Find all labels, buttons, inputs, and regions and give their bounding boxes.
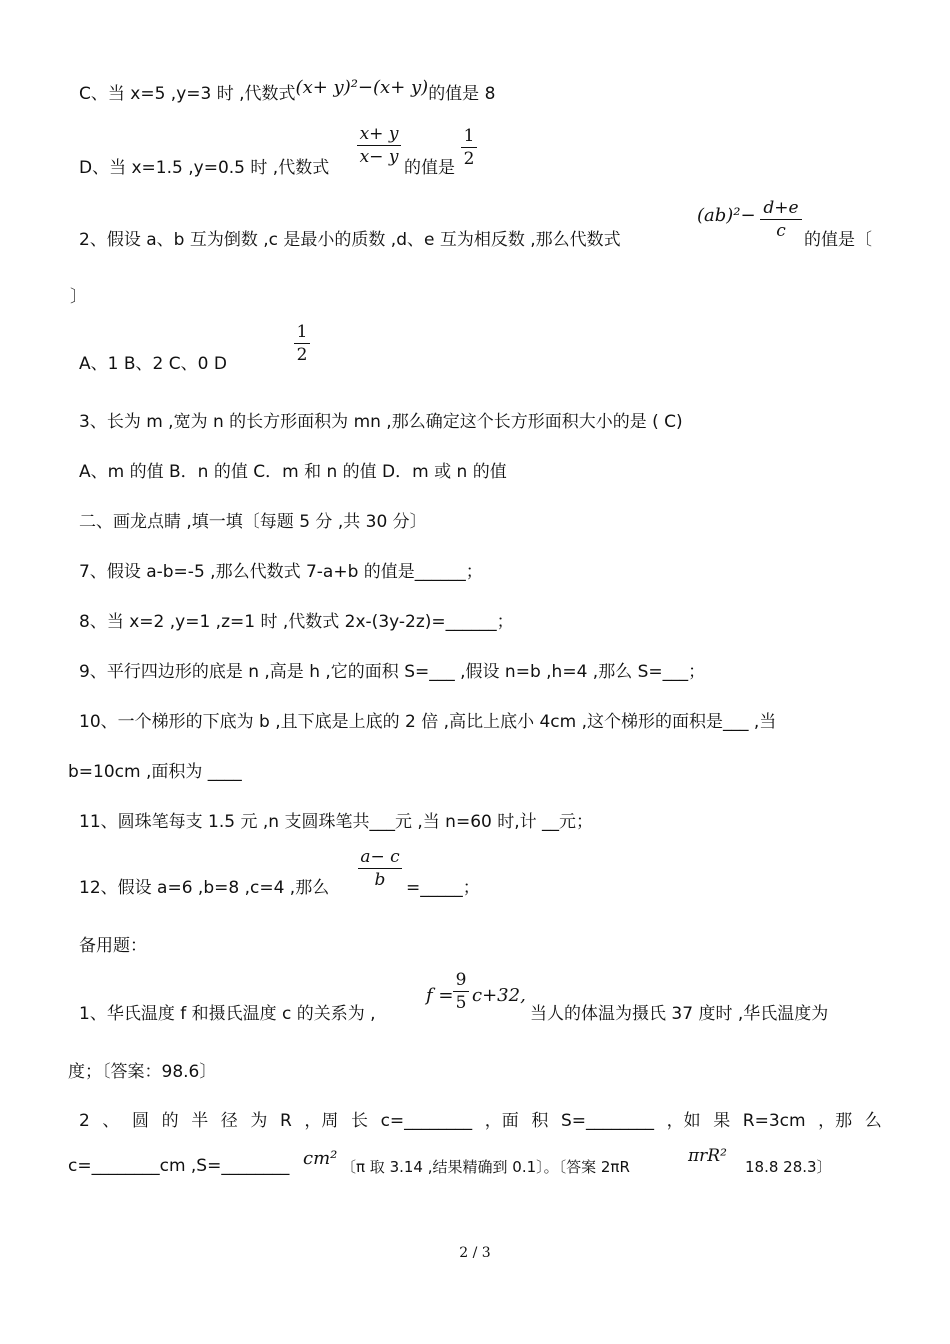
question-2-close: 〕	[70, 287, 87, 307]
backup-2-answer-formula: πrR²	[688, 1146, 727, 1166]
text-segment: 果	[713, 1111, 731, 1131]
fraction-denominator: 2	[463, 149, 475, 169]
fraction-bar	[357, 145, 401, 146]
page-number: 2 / 3	[459, 1245, 491, 1261]
fraction-bar	[760, 219, 802, 220]
backup-1-suffix: 当人的体温为摄氏 37 度时 ,华氏温度为	[530, 1004, 829, 1024]
text-segment: 径	[220, 1111, 238, 1131]
text-segment: R	[279, 1111, 292, 1131]
text-segment: c=________	[380, 1111, 473, 1131]
question-2-option-d-fraction	[294, 322, 310, 365]
text-segment: R=3cm	[742, 1111, 806, 1131]
text-segment: 长	[350, 1111, 368, 1131]
text-segment: 积	[531, 1111, 549, 1131]
text-segment: 、	[102, 1111, 120, 1131]
section-2-heading: 二、画龙点睛 ,填一填〔每题 5 分 ,共 30 分〕	[79, 512, 427, 532]
option-c-expression: (x+ y)²−(x+ y)	[295, 77, 429, 98]
backup-1-fraction	[453, 970, 469, 1013]
question-2-suffix: 的值是〔	[804, 230, 872, 250]
question-10-line-2: b=10cm ,面积为 ____	[68, 762, 242, 782]
question-8: 8、当 x=2 ,y=1 ,z=1 时 ,代数式 2x-(3y-2z)=______；	[79, 612, 514, 632]
question-2-fraction	[760, 198, 802, 241]
fraction-denominator: 5	[455, 993, 467, 1013]
question-3-text: 3、长为 m ,宽为 n 的长方形面积为 mn ,那么确定这个长方形面积大小的是 ( C)	[79, 412, 683, 432]
question-12-text: 12、假设 a=6 ,b=8 ,c=4 ,那么	[79, 878, 330, 898]
backup-2-answer-values: 18.8 28.3〕	[745, 1158, 832, 1176]
text-segment: 么	[864, 1111, 882, 1131]
fraction-bar	[453, 991, 469, 992]
fraction-numerator: x+ y	[359, 124, 399, 144]
fraction-denominator: 2	[296, 345, 308, 365]
option-d-fraction	[357, 124, 401, 167]
text-segment: S=________	[560, 1111, 654, 1131]
backup-2-line-2: c=________cm ,S=________	[68, 1156, 290, 1176]
question-11: 11、圆珠笔每支 1.5 元 ,n 支圆珠笔共___元 ,当 n=60 时,计 __元；	[79, 812, 594, 832]
text-segment: 半	[191, 1111, 209, 1131]
text-segment: ，那	[818, 1111, 853, 1131]
question-2-text: 2、假设 a、b 互为倒数 ,c 是最小的质数 ,d、e 互为相反数 ,那么代数式	[79, 230, 621, 250]
fraction-numerator: 1	[296, 322, 308, 342]
fraction-numerator: 1	[463, 126, 475, 146]
text-segment: ，周	[304, 1111, 339, 1131]
fraction-denominator: b	[374, 870, 386, 890]
text-segment: 为	[250, 1111, 268, 1131]
question-12-answer: =_____；	[406, 878, 480, 898]
backup-1-answer: 度；〔答案：98.6〕	[68, 1062, 217, 1082]
question-3-options: A、m 的值 B．n 的值 C．m 和 n 的值 D．m 或 n 的值	[79, 462, 507, 482]
option-d-answer-fraction	[461, 126, 477, 169]
question-2-options: A、1 B、2 C、0 D	[79, 354, 227, 374]
option-d-text: D、当 x=1.5 ,y=0.5 时 ,代数式	[79, 158, 330, 178]
text-segment: 2	[79, 1111, 90, 1131]
question-7: 7、假设 a-b=-5 ,那么代数式 7-a+b 的值是______；	[79, 562, 483, 582]
backup-1-formula-f: f =	[426, 985, 454, 1006]
text-segment: ，面	[484, 1111, 519, 1131]
text-segment: ，如	[666, 1111, 701, 1131]
option-d-mid: 的值是	[404, 158, 455, 178]
fraction-bar	[358, 868, 402, 869]
fraction-denominator: c	[776, 221, 786, 241]
fraction-bar	[461, 147, 477, 148]
backup-1-formula-rest: c+32,	[472, 985, 526, 1006]
option-c	[79, 77, 496, 105]
backup-2-unit: cm²	[303, 1148, 338, 1169]
fraction-numerator: a− c	[360, 847, 400, 867]
backup-1-text: 1、华氏温度 f 和摄氏温度 c 的关系为 ,	[79, 1004, 376, 1024]
question-12-fraction	[358, 847, 402, 890]
question-2-expression: (ab)²−	[697, 205, 756, 226]
fraction-numerator: 9	[455, 970, 467, 990]
backup-2-line-1	[79, 1110, 882, 1132]
fraction-bar	[294, 343, 310, 344]
question-10-line-1: 10、一个梯形的下底为 b ,且下底是上底的 2 倍 ,高比上底小 4cm ,这个梯形的面积是___ ,当	[79, 712, 777, 732]
backup-2-note: 〔π 取 3.14 ,结果精确到 0.1〕。〔答案 2πR	[341, 1158, 630, 1176]
question-9: 9、平行四边形的底是 n ,高是 h ,它的面积 S=___ ,假设 n=b ,h=4 ,那么 S=___；	[79, 662, 706, 682]
option-c-text: C、当 x=5 ,y=3 时 ,代数式	[79, 84, 296, 104]
text-segment: 的	[161, 1111, 179, 1131]
option-c-result: 的值是 8	[428, 84, 496, 104]
text-segment: 圆	[132, 1111, 150, 1131]
fraction-denominator: x− y	[359, 147, 399, 167]
fraction-numerator: d+e	[763, 198, 799, 218]
backup-heading: 备用题：	[79, 936, 147, 956]
